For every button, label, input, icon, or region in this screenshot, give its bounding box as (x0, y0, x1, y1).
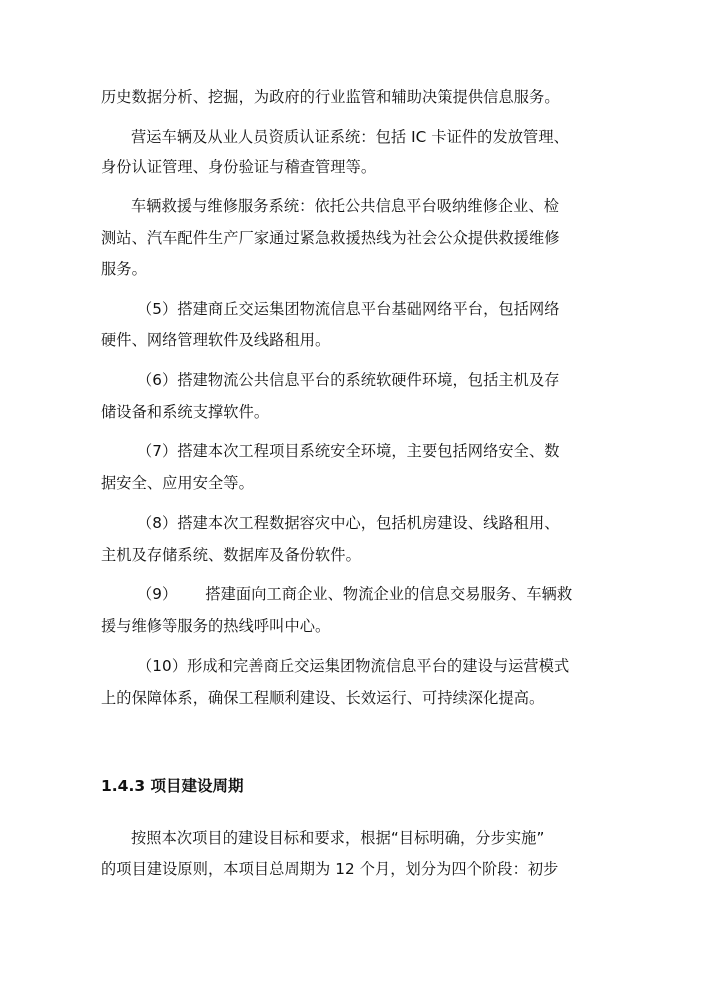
list-item-line: 硬件、网络管理软件及线路租用。 (101, 331, 331, 349)
list-item-line: 据安全、应用安全等。 (101, 474, 254, 492)
list-item-line: （5）搭建商丘交运集团物流信息平台基础网络平台，包括网络 (137, 300, 560, 318)
paragraph-line: 的项目建设原则，本项目总周期为 12 个月，划分为四个阶段：初步 (101, 860, 559, 878)
list-item-line: （10）形成和完善商丘交运集团物流信息平台的建设与运营模式 (137, 657, 570, 675)
paragraph-line: 车辆救援与维修服务系统：依托公共信息平台吸纳维修企业、检 (131, 197, 560, 215)
list-item-line: （7）搭建本次工程项目系统安全环境，主要包括网络安全、数 (137, 442, 560, 460)
list-item-line: 上的保障体系，确保工程顺利建设、长效运行、可持续深化提高。 (101, 689, 545, 707)
list-item-line: （6）搭建物流公共信息平台的系统软硬件环境，包括主机及存 (137, 371, 560, 389)
list-item-line: 主机及存储系统、数据库及备份软件。 (101, 546, 361, 564)
list-item-line: 援与维修等服务的热线呼叫中心。 (101, 617, 331, 635)
paragraph-line: 服务。 (101, 260, 147, 278)
list-item-line (137, 584, 572, 604)
paragraph-line: 营运车辆及从业人员资质认证系统：包括 IC 卡证件的发放管理、 (131, 128, 569, 146)
paragraph-line: 历史数据分析、挖掘，为政府的行业监管和辅助决策提供信息服务。 (101, 88, 560, 106)
list-item-text: 搭建面向工商企业、物流企业的信息交易服务、车辆救 (205, 585, 573, 603)
list-item-number: （9） (137, 585, 178, 603)
paragraph-line: 测站、汽车配件生产厂家通过紧急救援热线为社会公众提供救援维修 (101, 229, 560, 247)
paragraph-line: 身份认证管理、身份验证与稽查管理等。 (101, 158, 377, 176)
list-item-line: 储设备和系统支撑软件。 (101, 403, 270, 421)
section-heading: 1.4.3 项目建设周期 (101, 777, 244, 795)
list-item-line: （8）搭建本次工程数据容灾中心，包括机房建设、线路租用、 (137, 514, 560, 532)
paragraph-line: 按照本次项目的建设目标和要求，根据“目标明确，分步实施” (131, 829, 545, 847)
